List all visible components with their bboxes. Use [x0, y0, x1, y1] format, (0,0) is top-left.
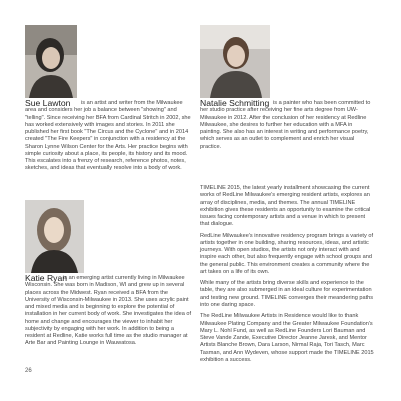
natalie-schmitting-photo — [200, 25, 270, 98]
page-number: 26 — [25, 368, 32, 374]
essay-paragraph: The RedLine Milwaukee Artists in Residence would like to thank Milwaukee Plating Company and the Greater Milwaukee Foundation's Mary L. Nohl Fund, as well as RedLine Founders Lori Bauman and Steve Vande Zande, Executive Director Jeanne Jaresk, and Mentor Artists Blanche Brown, Dara Larson, Nirmal Raja, Tori Tasch, Marc Tasman, and Ann Wydeven, whose support made the TIMELINE 2015 exhibition a success. — [200, 313, 374, 363]
katie-ryan-photo — [25, 200, 84, 273]
artist-bio: is an artist and writer from the Milwaukee area and considers her job a balance between "showing" and "telling". Since receiving her BFA from Cardinal Stritch in 2002, she has worked extensively with images and stories. In 2011 she published her first book "The Circus and the Cyclone" and in 2014 created "The Fire Keepers" in conjunction with a residency at the Sharon Lynne Wilson Center for the Arts. Her practice begins with simple curiosity about a place, its people, its history and its mood. This escalates into a frenzy of research, reference photos, notes, sketches, and ideas that eventually resolve into a body of work. — [25, 100, 191, 172]
artist-bio: is a painter who has been committed to her studio practice after receiving her fine arts degree from UW-Milwaukee in 2012. After the conclusion of her residency at Redline Milwaukee, she desires to further her education with a MFA in painting. She also has an interest in writing and performance poetry, which serves as an outlet to complement and enrich her visual practice. — [200, 100, 371, 150]
essay-paragraph: While many of the artists bring diverse skills and experience to the table, they are also submerged in an ideal culture for experimentation and testing new ground. TIMELINE converges their meandering paths into one daring space. — [200, 280, 374, 308]
essay-paragraph: TIMELINE 2015, the latest yearly installment showcasing the current works of RedLine Milwaukee's emerging resident artists, explores an array of disciplines, media, and themes. The annual TIMELINE exhibition gives these residents an opportunity to examine the critical issues facing contemporary artists and a venue in which to present that dialogue. — [200, 185, 371, 228]
essay-paragraph: RedLine Milwaukee's innovative residency program brings a variety of artists together in one building, sharing resources, ideas, and artistic journeys. With open studios, the artists not only interact with and inspire each other, but also frequently engage with school groups and the general public. This environment creates a community where the art takes on a life of its own. — [200, 232, 374, 275]
artist-name: Sue Lawton — [25, 98, 71, 108]
artist-name: Natalie Schmitting — [200, 98, 270, 108]
artist-bio: is an emerging artist currently living in Milwaukee Wisconsin. She was born in Madison, WI and grew up in several places across the Midwest. Ryan received a BFA from the University of Wisconsin-Milwaukee in 2013. She uses acrylic paint and mixed media and is beginning to explore the potential of installation in her current body of work. She investigates the idea of home and change and encourages the viewer to inhabit her subjectivity by engaging with her work. In addition to being a resident at Redline, Katie works full time as the studio manager at Arte Bar and Painting Lounge in Wauwatosa. — [25, 275, 192, 347]
sue-lawton-photo — [25, 25, 77, 98]
exhibition-essay — [200, 185, 375, 364]
artist-name: Katie Ryan — [25, 273, 68, 283]
